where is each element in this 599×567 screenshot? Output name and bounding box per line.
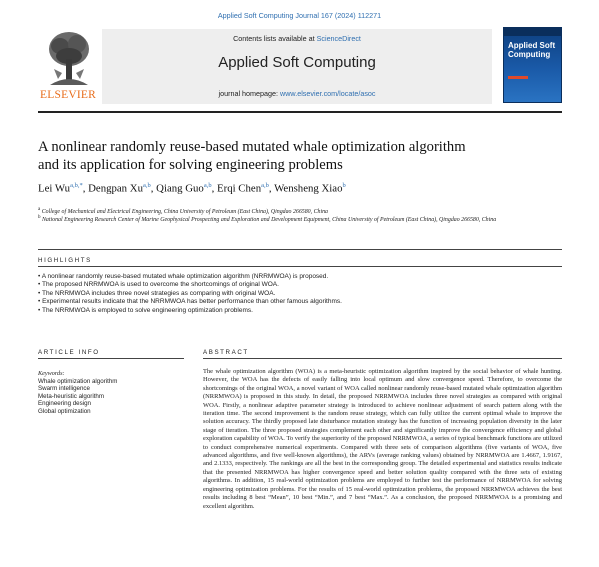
elsevier-tree-icon xyxy=(44,29,94,87)
contents-prefix: Contents lists available at xyxy=(233,34,315,43)
sciencedirect-link[interactable]: ScienceDirect xyxy=(316,34,361,43)
affiliation-text: College of Mechanical and Electrical Engineering, China University of Petroleum (East China), Qingdao 266580, China xyxy=(41,208,328,215)
author-affil-mark[interactable]: a,b,* xyxy=(70,182,83,189)
highlight-item: • The NRRMWOA includes three novel strategies as comparing with original WOA. xyxy=(38,290,562,298)
header-rule xyxy=(38,111,562,113)
author-name[interactable]: Qiang Guo xyxy=(156,182,204,195)
article-info-heading: ARTICLE INFO xyxy=(38,349,100,356)
author-affil-mark[interactable]: b xyxy=(342,182,346,189)
elsevier-logo[interactable] xyxy=(38,27,98,103)
author-affil-mark[interactable]: a,b xyxy=(261,182,269,189)
affiliation-label: a xyxy=(38,207,41,212)
journal-homepage-link[interactable]: www.elsevier.com/locate/asoc xyxy=(280,89,376,98)
journal-header xyxy=(38,27,562,106)
journal-title-panel xyxy=(102,29,492,104)
author-list: Lei $Wu^{a,b,*}$, Dengpan Xu$^{a,b}$, Qiang Guo$^{a,b}$, Erqi Chen$^{a,b}$, Wensheng Xiao$^b$ xyxy=(38,182,346,195)
keyword-item: Meta-heuristic algorithm xyxy=(38,392,105,400)
journal-citation[interactable]: Applied Soft Computing Journal 167 (2024) 112271 xyxy=(217,11,382,20)
highlight-item: • Experimental results indicate that the NRRMWOA has better performance than other famous algorithms. xyxy=(38,298,562,306)
author-affil-mark[interactable]: a,b xyxy=(142,182,151,189)
author-name[interactable]: Dengpan Xu xyxy=(88,182,143,195)
homepage-prefix: journal homepage: xyxy=(218,89,279,98)
journal-cover-thumbnail[interactable] xyxy=(503,27,562,103)
journal-name: Applied Soft Computing xyxy=(218,54,376,71)
article-title-line-1: A nonlinear randomly reuse-based mutated whale optimization algorithm xyxy=(38,139,466,155)
cover-title: Applied Soft Computing xyxy=(508,41,556,59)
keyword-item: Engineering design xyxy=(38,400,91,408)
highlights-rule xyxy=(38,266,562,267)
highlights-top-rule xyxy=(38,249,562,250)
article-info-rule xyxy=(38,358,184,359)
affiliation-b xyxy=(38,214,562,224)
keyword-item: Swarm intelligence xyxy=(38,385,90,393)
keywords-label: Keywords: xyxy=(38,370,65,377)
contents-line xyxy=(102,34,492,43)
abstract-text: The whale optimization algorithm (WOA) is a meta-heuristic optimization algorithm inspired by the social behavior of whale hunting. However, the WOA has the defects of easily falling into local optimum and slow convergence speed. Therefore, to overcome the shortcomings of the original WOA, a novel variant of WOA called nonlinear randomly reuse-based mutated whale optimization algorithm (NRRMWOA) is proposed in this study. In detail, the proposed NRRMWOA includes three novel strategies as compared with original WOA. Firstly, a nonlinear adaptive parameter strategy is introduced to achieve nonlinear adjustment of search pattern along with the iteration time. The second improvement is the random reuse strategy, which can fully utilize the current optimal whale to improve the solution accuracy. The thirdly proposed late disturbance mutation strategy has the function of increasing population diversity in the later stage of iteration. The three proposed strategies complement each other and significantly improve the convergence efficiency and global exploration capability of WOA. To verify the superiority of the proposed NRRMWOA, a series of typical benchmark functions are utilized to conduct comprehensive numerical experiments. Compared with three sets of comparison algorithms (five variants of WOA, five advanced algorithms, and five well-known algorithms), the ARVs (average ranking values) obtained by NRRMWOA are 1.4667, 1.9167, and 2.1333, respectively. The rankings are all the best in the corresponding group. The detailed experimental and statistics results indicate that the presented NRRMWOA has higher convergence speed and better solution quality compared with the three sets of existing algorithms. In addition, 15 real-world optimization problems are employed to further test the performance of NRRMWOA for solving engineering optimization problems. For the results of 15 real-world optimization problems, the proposed NRRMWOA achieves the best results including 8 best “Mean”, 10 best “Min.”, and 7 best “Max.”. As a conclusion, the proposed NRRMWOA is a promising and excellent algorithm. xyxy=(203,368,562,510)
keywords-list xyxy=(38,378,184,415)
cover-band xyxy=(504,28,561,36)
article-title xyxy=(38,138,562,174)
highlight-item: • The proposed NRRMWOA is used to overcome the shortcomings of original WOA. xyxy=(38,281,562,289)
elsevier-wordmark: ELSEVIER xyxy=(40,89,96,101)
author-name[interactable]: Erqi Chen xyxy=(217,182,262,195)
cover-accent xyxy=(508,76,528,79)
author-affil-mark[interactable]: a,b xyxy=(203,182,212,189)
author-name[interactable]: Wensheng Xiao xyxy=(274,182,343,195)
keyword-item: Global optimization xyxy=(38,407,91,415)
highlights-list xyxy=(38,273,562,315)
author-name[interactable]: Lei Wu xyxy=(38,182,71,195)
highlight-item: • The NRRMWOA is employed to solve engineering optimization problems. xyxy=(38,307,562,315)
highlight-item: • A nonlinear randomly reuse-based mutated whale optimization algorithm (NRRMWOA) is proposed. xyxy=(38,273,562,281)
article-title-line-2: and its application for solving engineering problems xyxy=(38,157,343,173)
abstract-rule xyxy=(203,358,562,359)
keyword-item: Whale optimization algorithm xyxy=(38,378,118,385)
affiliation-text: National Engineering Research Center of Marine Geophysical Prospecting and Exploration and Development Equipment, China University of Petroleum (East China), Qingdao 266580, China xyxy=(41,216,497,223)
abstract-heading: ABSTRACT xyxy=(203,349,249,356)
homepage-line xyxy=(102,89,492,98)
affiliation-label: b xyxy=(38,215,41,220)
highlights-heading: HIGHLIGHTS xyxy=(38,257,92,264)
